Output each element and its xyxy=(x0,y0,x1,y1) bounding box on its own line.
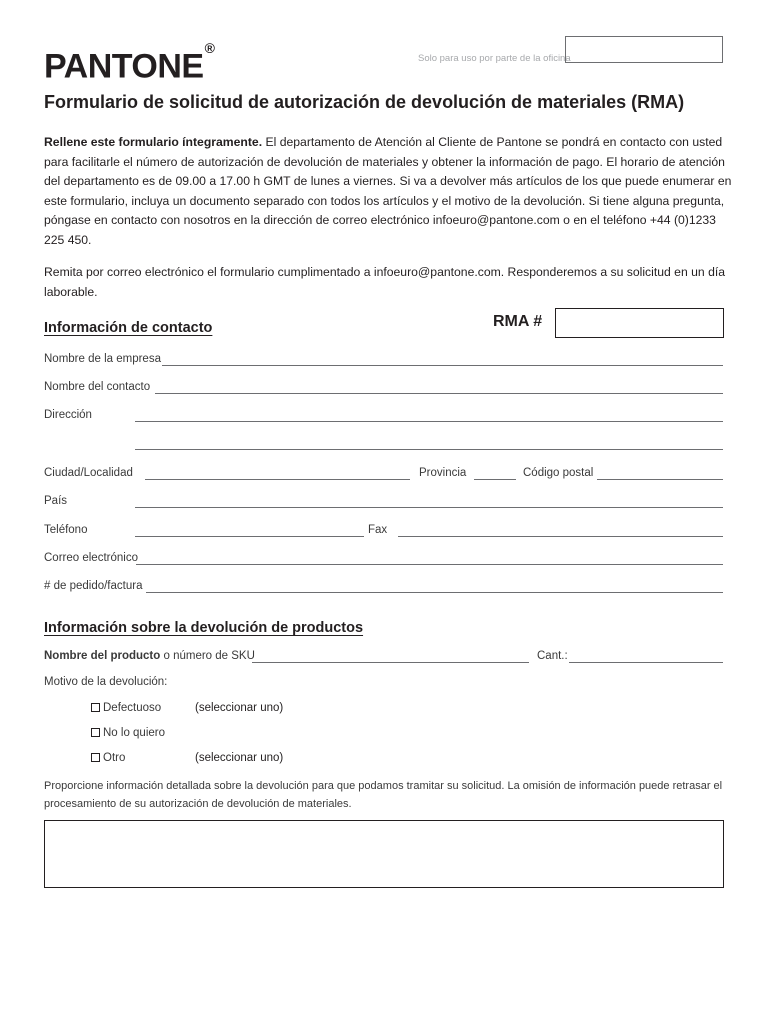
fax-label: Fax xyxy=(368,524,388,536)
product-label xyxy=(44,650,255,662)
checkbox-defective[interactable] xyxy=(91,702,161,714)
quantity-label: Cant.: xyxy=(537,650,568,662)
contact-name-field[interactable] xyxy=(155,393,723,394)
city-field[interactable] xyxy=(145,479,410,480)
order-number-field[interactable] xyxy=(146,592,723,593)
checkbox-icon xyxy=(91,703,100,712)
details-note: Proporcione información detallada sobre la devolución para que podamos tramitar su solicitud. La omisión de información puede retrasar el procesamiento de su autorización de devolución de materiales. xyxy=(44,780,723,810)
country-field[interactable] xyxy=(135,507,723,508)
checkbox-icon xyxy=(91,753,100,762)
contact-name-label: Nombre del contacto xyxy=(44,381,151,393)
submit-instructions: Remita por correo electrónico el formulario cumplimentado a infoeuro@pantone.com. Responderemos a su solicitud en un día laborable. xyxy=(44,265,726,299)
reason-label: Motivo de la devolución: xyxy=(44,676,168,688)
select-one-defective: (seleccionar uno) xyxy=(195,702,284,714)
address-field-2[interactable] xyxy=(135,449,723,450)
logo-text: PANTONE xyxy=(44,47,204,86)
address-field-1[interactable] xyxy=(135,421,723,422)
returns-heading: Información sobre la devolución de productos xyxy=(44,620,364,636)
rma-number-field[interactable] xyxy=(555,308,724,338)
contact-heading: Información de contacto xyxy=(44,320,213,336)
checkbox-unwanted[interactable] xyxy=(91,727,165,739)
intro-text: El departamento de Atención al Cliente de Pantone se pondrá en contacto con usted para facilitarle el número de autorización de devolución de materiales y obtener la información de pago. El horario de atención del departamento es de 09.00 a 17.00 h GMT de lunes a viernes. Si va a devolver más artículos de los que puede enumerar en este formulario, incluya un documento separado con todos los artículos y el motivo de la devolución. Si tiene alguna pregunta, póngase en contacto con nosotros en la dirección de correo electrónico infoeuro@pantone.com o en el teléfono +44 (0)1233 225 450. xyxy=(44,135,732,247)
office-use-field[interactable] xyxy=(565,36,723,63)
details-textarea[interactable] xyxy=(44,820,724,888)
quantity-field[interactable] xyxy=(569,662,723,663)
defective-label: Defectuoso xyxy=(103,702,162,714)
address-label: Dirección xyxy=(44,409,92,421)
fax-field[interactable] xyxy=(398,536,723,537)
postal-code-field[interactable] xyxy=(597,479,723,480)
order-number-label: # de pedido/factura xyxy=(44,580,143,592)
checkbox-icon xyxy=(91,728,100,737)
unwanted-label: No lo quiero xyxy=(103,727,166,739)
phone-field[interactable] xyxy=(135,536,364,537)
office-use-note: Solo para uso por parte de la oficina xyxy=(418,53,571,64)
intro-bold: Rellene este formulario íntegramente. xyxy=(44,135,263,149)
email-field[interactable] xyxy=(136,564,723,565)
registered-mark: ® xyxy=(204,40,215,56)
product-label-rest: o número de SKU xyxy=(160,650,255,662)
country-label: País xyxy=(44,495,68,507)
pantone-logo xyxy=(44,40,214,86)
city-label: Ciudad/Localidad xyxy=(44,467,133,479)
product-label-bold: Nombre del producto xyxy=(44,650,161,662)
province-field[interactable] xyxy=(474,479,516,480)
phone-label: Teléfono xyxy=(44,524,88,536)
intro-paragraph xyxy=(44,133,734,250)
select-one-other: (seleccionar uno) xyxy=(195,752,284,764)
company-field[interactable] xyxy=(162,365,723,366)
product-field[interactable] xyxy=(252,662,529,663)
checkbox-other[interactable] xyxy=(91,752,125,764)
form-title: Formulario de solicitud de autorización de devolución de materiales (RMA) xyxy=(44,92,685,112)
postal-code-label: Código postal xyxy=(523,467,594,479)
province-label: Provincia xyxy=(419,467,467,479)
company-label: Nombre de la empresa xyxy=(44,353,161,365)
rma-label: RMA # xyxy=(493,313,543,330)
email-label: Correo electrónico xyxy=(44,552,138,564)
other-label: Otro xyxy=(103,752,126,764)
